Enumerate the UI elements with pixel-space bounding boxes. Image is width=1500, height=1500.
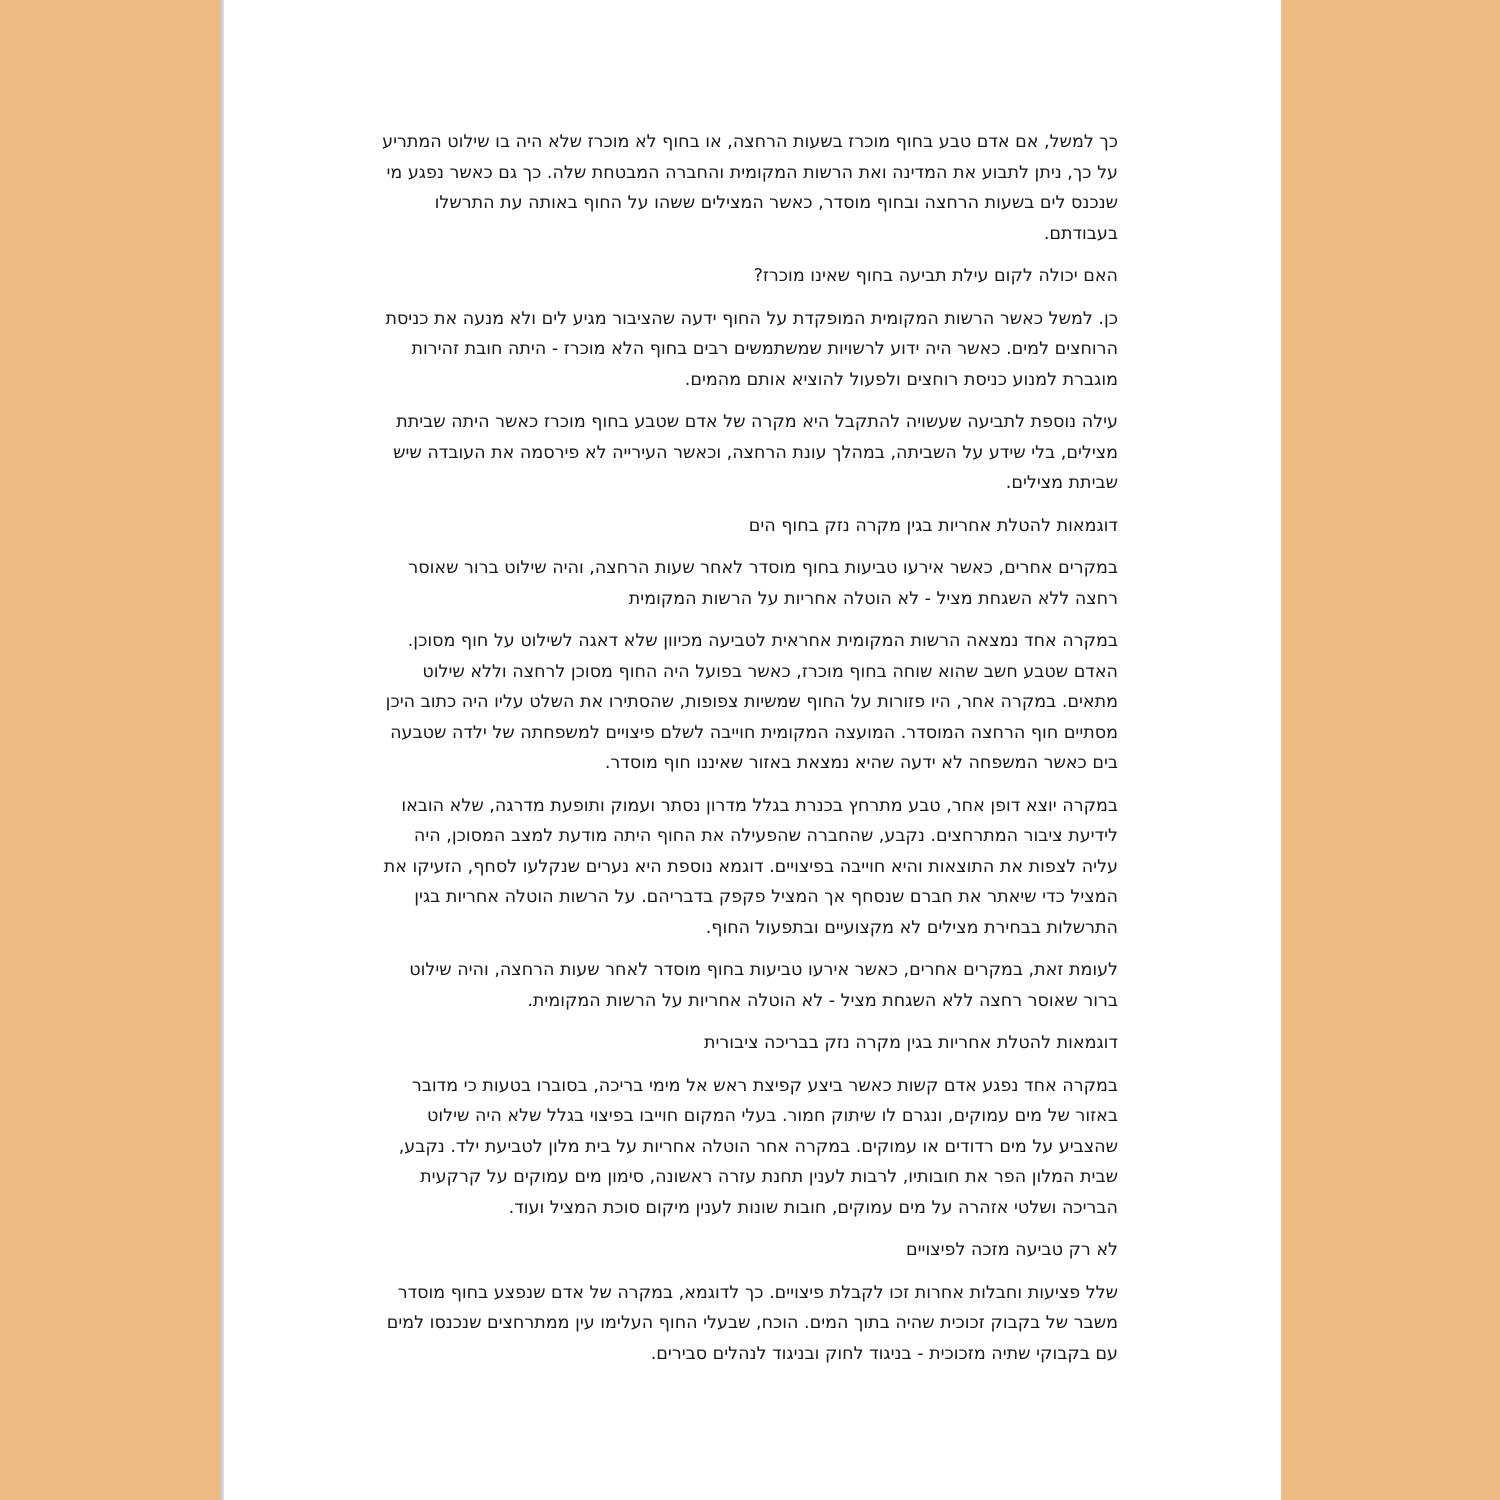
paragraph-6: במקרה יוצא דופן אחר, טבע מתרחץ בכנרת בגלל מדרון נסתר ועמוק ותופעת מדרגה, שלא הובאו לידיעת ציבור המתרחצים. נקבע, שהחברה שהפעילה את החוף היתה מודעת למצב המסוכן, היה עליה לצפות את התוצאות והיא חוייבה בפיצויים. דוגמא נוספת היא נערים שנקלעו לסחף, הזעיקו את המציל כדי שיאתר את חברם שנסחף אך המציל פקפק בדבריהם. על הרשות הוטלה אחריות בגין התרשלות בבחירת מצילים לא מקצועיים ובתפעול החוף.: [383, 795, 1118, 938]
paragraph-3: עילה נוספת לתביעה שעשויה להתקבל היא מקרה של אדם שטבע בחוף מוכרז כאשר היתה שביתת מצילים, בלי שידע על השביתה, במהלך עונת הרחצה, וכאשר העירייה לא פירסמה את העובדה שיש שביתת מצילים.: [393, 412, 1118, 493]
document-body: [382, 127, 1118, 1381]
section-heading-beach: דוגמאות להטלת אחריות בגין מקרה נזק בחוף הים: [748, 515, 1118, 536]
section-heading-compensation: לא רק טביעה מזכה לפיצויים: [906, 1240, 1118, 1260]
paragraph-4: במקרים אחרים, כאשר אירעו טביעות בחוף מוסדר לאחר שעות הרחצה, והיה שילוט ברור שאוסר רחצה ללא השגחת מציל - לא הוטלה אחריות על הרשות המקומית: [408, 558, 1118, 609]
question-heading: האם יכולה לקום עילת תביעה בחוף שאינו מוכרז?: [753, 266, 1118, 286]
paragraph-2: כן. למשל כאשר הרשות המקומית המופקדת על החוף ידעה שהציבור מגיע לים ולא מנעה את כניסת הרוחצים למים. כאשר היה ידוע לרשויות שמשתמשים רבים בחוף הלא מוכרז - היתה חובת זהירות מוגברת למנוע כניסת רוחצים ולפעול להוציא אותם מהמים.: [385, 308, 1118, 390]
document-page: [224, 0, 1281, 1500]
paragraph-1: כך למשל, אם אדם טבע בחוף מוכרז בשעות הרחצה, או בחוף לא מוכרז שלא היה בו שילוט המתריע על כך, ניתן לתבוע את המדינה ואת הרשות המקומית והחברה המבטחת שלה. כך גם כאשר נפגע מי שנכנס לים בשעות הרחצה ובחוף מוסדר, כאשר המצילים ששהו על החוף באותה עת התרשלו בעבודתם.: [382, 132, 1118, 244]
paragraph-9: שלל פציעות וחבלות אחרות זכו לקבלת פיצויים. כך לדוגמא, במקרה של אדם שנפצע בחוף מוסדר משבר של בקבוק זכוכית שהיה בתוך המים. הוכח, שבעלי החוף העלימו עין ממתרחצים שנכנסו למים עם בקבוקי שתיה מזכוכית - בניגוד לחוק ובניגוד לנהלים סבירים.: [386, 1282, 1118, 1364]
paragraph-7: לעומת זאת, במקרים אחרים, כאשר אירעו טביעות בחוף מוסדר לאחר שעות הרחצה, והיה שילוט ברור שאוסר רחצה ללא השגחת מציל - לא הוטלה אחריות על הרשות המקומית.: [409, 960, 1118, 1011]
section-heading-pool: דוגמאות להטלת אחריות בגין מקרה נזק בבריכה ציבורית: [704, 1033, 1118, 1053]
paragraph-5: במקרה אחד נמצאה הרשות המקומית אחראית לטביעה מכיוון שלא דאגה לשילוט על חוף מסוכן. האדם שטבע חשב שהוא שוחה בחוף מוכרז, כאשר בפועל היה החוף מסוכן לרחצה וללא שילוט מתאים. במקרה אחר, היו פזורות על החוף שמשיות צפופות, שהסתירו את השלט עליו היה כתוב היכן מסתיים חוף הרחצה המוסדר. המועצה המקומית חוייבה לשלם פיצויים למשפחתה של ילדה שטבעה בים כאשר המשפחה לא ידעה שהיא נמצאת באזור שאיננו חוף מוסדר.: [385, 631, 1118, 773]
paragraph-8: במקרה אחד נפגע אדם קשות כאשר ביצע קפיצת ראש אל מימי בריכה, בסוברו בטעות כי מדובר באזור של מים עמוקים, ונגרם לו שיתוק חמור. בעלי המקום חוייבו בפיצוי בגלל שלא היה שילוט שהצביע על מים רדודים או עמוקים. במקרה אחר הוטלה אחריות על בית מלון לטביעת ילד. נקבע, שבית המלון הפר את חובותיו, לרבות לענין תחנת עזרה ראשונה, סימון מים עמוקים על קרקעית הבריכה ושלטי אזהרה על מים עמוקים, חובות שונות לענין מיקום סוכת המציל ועוד.: [398, 1075, 1118, 1218]
